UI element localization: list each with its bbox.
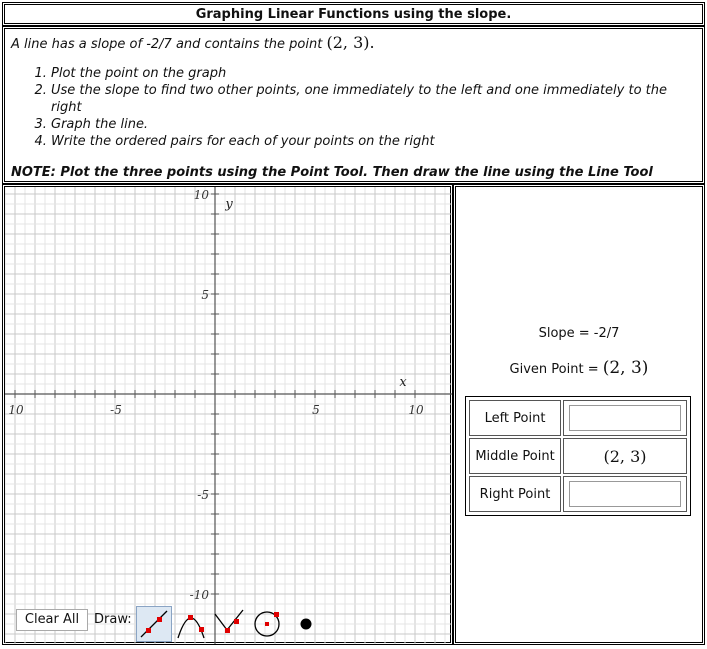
left-point-cell	[563, 400, 687, 436]
parabola-tool-button[interactable]	[174, 606, 210, 642]
y-tick-label: 10	[193, 188, 209, 202]
step-item: 2. Use the slope to find two other points, one immediately to the left and one immediately to the right	[51, 82, 691, 116]
line-tool-button[interactable]	[136, 606, 172, 642]
info-panel	[453, 184, 705, 645]
middle-point-label: Middle Point	[469, 438, 561, 474]
right-point-input[interactable]	[569, 481, 681, 507]
title-bar	[2, 2, 705, 26]
note-text: NOTE: Plot the three points using the Point Tool. Then draw the line using the Line Tool	[11, 165, 653, 180]
step-item: 3. Graph the line.	[51, 116, 691, 133]
point-tool-button[interactable]	[288, 606, 324, 642]
absolute-value-tool-icon	[212, 606, 246, 640]
given-point-value: (2, 3)	[602, 358, 649, 378]
clear-all-button[interactable]: Clear All	[16, 609, 88, 631]
problem-statement	[11, 33, 375, 52]
y-tick-label: 5	[201, 288, 209, 302]
right-point-label: Right Point	[469, 476, 561, 512]
points-table	[465, 396, 691, 516]
page-title: Graphing Linear Functions using the slope.	[4, 4, 703, 24]
parabola-tool-icon	[174, 606, 208, 640]
middle-point-cell	[563, 438, 687, 474]
table-row	[469, 438, 687, 474]
x-tick-label: -5	[110, 403, 122, 417]
left-point-input[interactable]	[569, 405, 681, 431]
graph-panel	[2, 184, 453, 645]
steps-list	[5, 65, 691, 150]
x-axis-label: x	[399, 375, 407, 390]
circle-tool-button[interactable]	[250, 606, 286, 642]
table-row	[469, 476, 687, 512]
middle-point-value: (2, 3)	[603, 446, 647, 466]
y-tick-label: -10	[189, 588, 209, 602]
line-tool-icon	[137, 607, 171, 641]
table-row	[469, 400, 687, 436]
given-point-line	[456, 358, 702, 378]
info-panel-inner	[455, 186, 703, 643]
coordinate-grid[interactable]	[5, 187, 452, 644]
slope-text: Slope = -2/7	[538, 326, 620, 341]
given-point-label: Given Point =	[509, 362, 599, 377]
x-tick-label: 10	[408, 403, 424, 417]
y-axis-label: y	[225, 197, 233, 212]
statement-point: (2, 3).	[326, 33, 375, 52]
problem-panel	[2, 26, 705, 184]
graph-panel-inner	[4, 186, 451, 643]
step-item: 1. Plot the point on the graph	[51, 65, 691, 82]
absolute-value-tool-button[interactable]	[212, 606, 248, 642]
statement-text: A line has a slope of -2/7 and contains the point	[11, 37, 323, 52]
draw-label: Draw:	[94, 612, 132, 627]
x-tick-label: 10	[8, 403, 24, 417]
right-point-cell	[563, 476, 687, 512]
left-point-label: Left Point	[469, 400, 561, 436]
x-tick-label: 5	[312, 403, 320, 417]
problem-panel-inner	[4, 28, 703, 182]
point-tool-icon	[288, 606, 322, 640]
step-item: 4. Write the ordered pairs for each of your points on the right	[51, 133, 691, 150]
circle-tool-icon	[250, 606, 284, 640]
y-tick-label: -5	[197, 488, 209, 502]
